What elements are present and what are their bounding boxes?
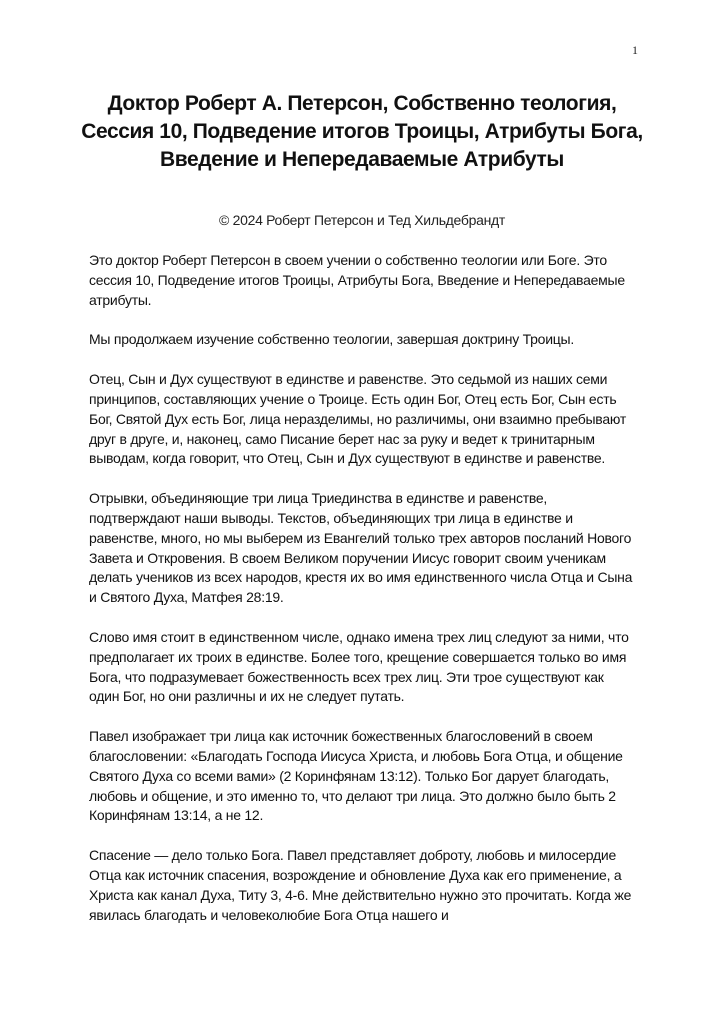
page-number: 1 bbox=[632, 43, 638, 57]
copyright-line: © 2024 Роберт Петерсон и Тед Хильдебрандт bbox=[219, 212, 505, 228]
paragraph-salvation: Спасение — дело только Бога. Павел представляет доброту, любовь и милосердие Отца как источник спасения, возрождение и обновление Духа как его применение, а Христа как канал Духа, Титу 3, 4-6. Мне действительно нужно это прочитать. Когда же явилась благодать и человеколюбие Бога Отца нашего и bbox=[89, 847, 632, 923]
paragraph-continuation: Мы продолжаем изучение собственно теологии, завершая доктрину Троицы. bbox=[89, 331, 574, 348]
paragraph-intro: Это доктор Роберт Петерсон в своем учении о собственно теологии или Боге. Это сессия 10, Подведение итогов Троицы, Атрибуты Бога, Введение и Непередаваемые атрибуты. bbox=[89, 252, 625, 308]
paragraph-benediction: Павел изображает три лица как источник божественных благословений в своем благословении: «Благодать Господа Иисуса Христа, и любовь Бога Отца, и общение Святого Духа со всеми вами» (2 Коринфянам 13:12). Только Бог дарует благодать, любовь и общение, и это именно то, что делают три лица. Это должно было быть 2 Коринфянам 13:14, а не 12. bbox=[89, 728, 623, 824]
paragraph-name-singular: Слово имя стоит в единственном числе, однако имена трех лиц следуют за ними, что предполагает их троих в единстве. Более того, крещение совершается только во имя Бога, что подразумевает божественность всех трех лиц. Эти трое существуют как один Бог, но они различны и их не следует путать. bbox=[89, 628, 629, 705]
document-body bbox=[89, 251, 634, 945]
paragraph-passages: Отрывки, объединяющие три лица Триединства в единстве и равенстве, подтверждают наши выводы. Текстов, объединяющих три лица в единстве и равенстве, много, но мы выберем из Евангелий только трех авторов посланий Нового Завета и Откровения. В своем Великом поручении Иисус говорит своим ученикам делать учеников из всех народов, крестя их во имя единственного числа Отца и Сына и Святого Духа, Матфея 28:19. bbox=[89, 490, 633, 606]
document-title: Доктор Роберт А. Петерсон, Собственно теология, Сессия 10, Подведение итогов Троицы, Атрибуты Бога, Введение и Непередаваемые Атрибуты bbox=[81, 92, 643, 171]
paragraph-unity-equality: Отец, Сын и Дух существуют в единстве и равенстве. Это седьмой из наших семи принципов, составляющих учение о Троице. Есть один Бог, Отец есть Бог, Сын есть Бог, Святой Дух есть Бог, лица неразделимы, но различимы, они взаимно пребывают друг в друге, и, наконец, само Писание берет нас за руку и ведет к тринитарным выводам, когда говорит, что Отец, Сын и Дух существуют в единстве и равенстве. bbox=[89, 371, 626, 467]
